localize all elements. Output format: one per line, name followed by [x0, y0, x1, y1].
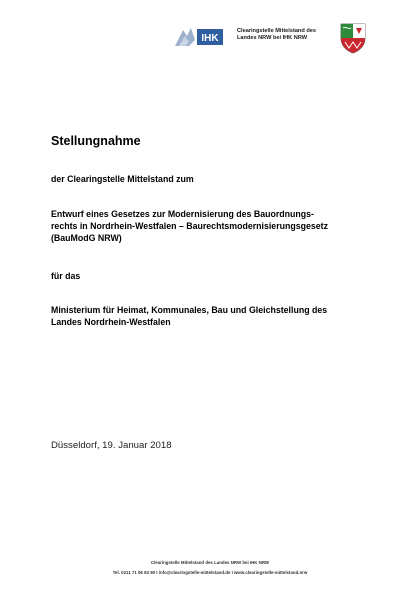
- document-date: Düsseldorf, 19. Januar 2018: [51, 440, 172, 451]
- ihk-logo-icon: [173, 26, 225, 48]
- intro-line: [51, 173, 381, 185]
- clearing-line-1: Clearingstelle Mittelstand des: [237, 28, 316, 34]
- ministry-line-2: Landes Nordrhein-Westfalen: [51, 317, 171, 327]
- clearing-line-2: Landes NRW bei IHK NRW: [237, 35, 308, 41]
- nrw-crest-icon: [338, 22, 368, 54]
- footer-line-1: Clearingstelle Mittelstand des Landes NRW bei IHK NRW: [150, 560, 270, 565]
- subject-line-3: (BauModG NRW): [51, 233, 122, 243]
- ministry-line-1: Ministerium für Heimat, Kommunales, Bau und Gleichstellung des: [51, 305, 328, 315]
- ministry-block: [51, 304, 381, 328]
- subject-line-2: rechts in Nordrhein-Westfalen – Baurechtsmodernisierungsgesetz: [51, 221, 329, 231]
- header-logos: [173, 22, 373, 54]
- document-title: Stellungnahme: [51, 134, 141, 148]
- for-the-line: [51, 270, 381, 282]
- for-the-text: für das: [51, 271, 81, 281]
- subject-line-1: Entwurf eines Gesetzes zur Modernisierung des Bauordnungs-: [51, 209, 314, 219]
- ihk-logo-text: IHK: [201, 33, 219, 44]
- clearingstelle-logo-text: [237, 28, 347, 42]
- subject-block: [51, 208, 381, 244]
- footer-line-2: Tel. 0211 71 06 63 90 I info@clearingstelle-mittelstand.de I www.clearingstelle-mittelstand.nrw: [112, 570, 308, 575]
- intro-text: der Clearingstelle Mittelstand zum: [51, 174, 194, 184]
